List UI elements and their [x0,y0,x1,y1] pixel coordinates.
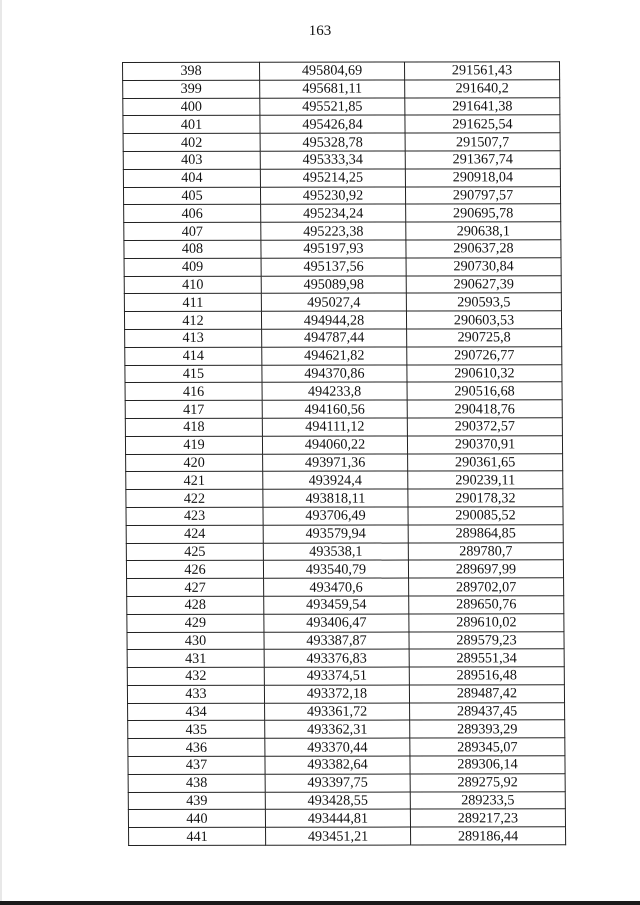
table-row [123,97,560,116]
y-coordinate-cell: 289780,7 [408,542,563,560]
point-number-cell: 409 [124,258,261,276]
x-coordinate-cell: 493387,87 [264,632,409,650]
y-coordinate-cell: 290637,28 [406,240,561,258]
x-coordinate-cell: 494233,8 [262,382,407,400]
table-row [123,62,560,81]
x-coordinate-cell: 495137,56 [261,258,406,276]
y-coordinate-cell: 290361,65 [408,453,563,471]
table-row [127,649,564,668]
x-coordinate-cell: 493971,36 [263,454,408,472]
x-coordinate-cell: 495426,84 [260,115,405,133]
x-coordinate-cell: 494160,56 [262,400,407,418]
table-row [125,346,562,365]
x-coordinate-cell: 495333,34 [260,151,405,169]
x-coordinate-cell: 495223,38 [261,222,406,240]
point-number-cell: 435 [128,721,265,739]
x-coordinate-cell: 495681,11 [260,80,405,98]
point-number-cell: 417 [125,400,262,418]
x-coordinate-cell: 493374,51 [264,667,409,685]
table-row [126,453,563,472]
table-row [127,613,564,632]
point-number-cell: 401 [123,116,260,134]
table-row [126,560,563,579]
x-coordinate-cell: 495089,98 [261,276,406,294]
table-row [128,738,565,757]
y-coordinate-cell: 290372,57 [407,418,562,436]
point-number-cell: 410 [124,276,261,294]
point-number-cell: 425 [126,543,263,561]
table-row [128,774,565,793]
table-row [127,596,564,615]
point-number-cell: 434 [128,703,265,721]
x-coordinate-cell: 495521,85 [260,98,405,116]
point-number-cell: 430 [127,632,264,650]
table-row [128,791,565,810]
table-row [124,275,561,294]
x-coordinate-cell: 493540,79 [263,560,408,578]
point-number-cell: 419 [125,436,262,454]
x-coordinate-cell: 495804,69 [259,62,404,80]
x-coordinate-cell: 493924,4 [263,471,408,489]
table-row [127,631,564,650]
point-number-cell: 400 [123,98,260,116]
x-coordinate-cell: 493372,18 [264,685,409,703]
point-number-cell: 399 [123,80,260,98]
y-coordinate-cell: 290627,39 [406,275,561,293]
point-number-cell: 408 [124,240,261,258]
y-coordinate-cell: 290603,53 [406,311,561,329]
point-number-cell: 413 [125,329,262,347]
point-number-cell: 437 [128,756,265,774]
table-row [124,311,561,330]
y-coordinate-cell: 290418,76 [407,400,562,418]
x-coordinate-cell: 495328,78 [260,133,405,151]
point-number-cell: 405 [123,187,260,205]
point-number-cell: 403 [123,151,260,169]
point-number-cell: 440 [128,810,265,828]
y-coordinate-cell: 289579,23 [409,631,564,649]
y-coordinate-cell: 291625,54 [405,115,560,133]
x-coordinate-cell: 493579,94 [263,525,408,543]
x-coordinate-cell: 494060,22 [262,436,407,454]
y-coordinate-cell: 291640,2 [405,80,560,98]
table-row [123,151,560,170]
table-row [125,329,562,348]
point-number-cell: 428 [127,596,264,614]
x-coordinate-cell: 494111,12 [262,418,407,436]
table-row [123,80,560,99]
y-coordinate-cell: 289697,99 [408,560,563,578]
table-row [126,542,563,561]
y-coordinate-cell: 289551,34 [409,649,564,667]
table-row [127,685,564,704]
table-row [123,133,560,152]
x-coordinate-cell: 494944,28 [261,311,406,329]
x-coordinate-cell: 493406,47 [264,614,409,632]
y-coordinate-cell: 289186,44 [411,827,566,845]
point-number-cell: 422 [126,489,263,507]
table-row [128,756,565,775]
table-row [124,258,561,277]
y-coordinate-cell: 289345,07 [410,738,565,756]
table-row [124,240,561,259]
x-coordinate-cell: 493706,49 [263,507,408,525]
x-coordinate-cell: 493428,55 [265,792,410,810]
x-coordinate-cell: 493382,64 [265,756,410,774]
x-coordinate-cell: 495027,4 [261,293,406,311]
x-coordinate-cell: 493362,31 [265,721,410,739]
point-number-cell: 441 [129,828,266,846]
y-coordinate-cell: 289306,14 [410,756,565,774]
x-coordinate-cell: 493538,1 [263,543,408,561]
y-coordinate-cell: 290730,84 [406,258,561,276]
y-coordinate-cell: 289275,92 [410,774,565,792]
x-coordinate-cell: 493370,44 [265,738,410,756]
point-number-cell: 426 [126,561,263,579]
y-coordinate-cell: 291367,74 [405,151,560,169]
x-coordinate-cell: 493459,54 [264,596,409,614]
table-row [123,186,560,205]
point-number-cell: 438 [128,774,265,792]
x-coordinate-cell: 495214,25 [260,169,405,187]
y-coordinate-cell: 289437,45 [410,702,565,720]
y-coordinate-cell: 290516,68 [407,382,562,400]
x-coordinate-cell: 493444,81 [265,809,410,827]
table-row [125,400,562,419]
point-number-cell: 411 [124,294,261,312]
coordinates-table-wrapper [122,61,564,846]
point-number-cell: 433 [127,685,264,703]
table-row [126,524,563,543]
point-number-cell: 424 [126,525,263,543]
y-coordinate-cell: 290726,77 [407,346,562,364]
x-coordinate-cell: 493470,6 [264,578,409,596]
y-coordinate-cell: 290239,11 [408,471,563,489]
table-row [127,667,564,686]
x-coordinate-cell: 494621,82 [262,347,407,365]
point-number-cell: 404 [123,169,260,187]
table-row [125,435,562,454]
x-coordinate-cell: 493818,11 [263,489,408,507]
y-coordinate-cell: 289610,02 [409,613,564,631]
y-coordinate-cell: 290918,04 [405,169,560,187]
point-number-cell: 420 [126,454,263,472]
point-number-cell: 436 [128,739,265,757]
page-number: 163 [308,23,332,39]
point-number-cell: 423 [126,507,263,525]
y-coordinate-cell: 290593,5 [406,293,561,311]
scan-bottom-edge [0,901,640,905]
table-row [126,489,563,508]
point-number-cell: 406 [124,205,261,223]
y-coordinate-cell: 290178,32 [408,489,563,507]
y-coordinate-cell: 290370,91 [407,435,562,453]
point-number-cell: 429 [127,614,264,632]
table-row [124,222,561,241]
table-row [126,471,563,490]
table-row [127,578,564,597]
x-coordinate-cell: 495197,93 [261,240,406,258]
y-coordinate-cell: 291561,43 [404,62,559,80]
table-row [128,720,565,739]
y-coordinate-cell: 290638,1 [406,222,561,240]
y-coordinate-cell: 290610,32 [407,364,562,382]
x-coordinate-cell: 494787,44 [262,329,407,347]
x-coordinate-cell: 495230,92 [260,187,405,205]
y-coordinate-cell: 291507,7 [405,133,560,151]
table-row [125,382,562,401]
point-number-cell: 414 [125,347,262,365]
point-number-cell: 412 [124,311,261,329]
table-row [128,809,565,828]
y-coordinate-cell: 289516,48 [409,667,564,685]
point-number-cell: 421 [126,472,263,490]
table-row [125,364,562,383]
coordinates-table [122,61,566,846]
point-number-cell: 398 [123,62,260,80]
x-coordinate-cell: 495234,24 [261,204,406,222]
x-coordinate-cell: 494370,86 [262,365,407,383]
point-number-cell: 415 [125,365,262,383]
table-row [129,827,566,846]
y-coordinate-cell: 290695,78 [406,204,561,222]
point-number-cell: 416 [125,383,262,401]
y-coordinate-cell: 290725,8 [407,329,562,347]
point-number-cell: 427 [127,578,264,596]
table-row [125,418,562,437]
y-coordinate-cell: 289864,85 [408,524,563,542]
point-number-cell: 407 [124,222,261,240]
table-row [123,169,560,188]
table-row [124,293,561,312]
point-number-cell: 418 [125,418,262,436]
y-coordinate-cell: 290797,57 [405,186,560,204]
x-coordinate-cell: 493376,83 [264,649,409,667]
point-number-cell: 432 [127,667,264,685]
x-coordinate-cell: 493451,21 [266,827,411,845]
y-coordinate-cell: 291641,38 [405,97,560,115]
table-row [124,204,561,223]
point-number-cell: 431 [127,650,264,668]
x-coordinate-cell: 493361,72 [265,703,410,721]
y-coordinate-cell: 289487,42 [409,685,564,703]
point-number-cell: 439 [128,792,265,810]
x-coordinate-cell: 493397,75 [265,774,410,792]
y-coordinate-cell: 289217,23 [410,809,565,827]
y-coordinate-cell: 289650,76 [409,596,564,614]
coordinates-table-body [123,62,566,846]
table-row [126,507,563,526]
y-coordinate-cell: 290085,52 [408,507,563,525]
y-coordinate-cell: 289702,07 [409,578,564,596]
point-number-cell: 402 [123,133,260,151]
y-coordinate-cell: 289233,5 [410,791,565,809]
scan-left-edge [0,0,2,905]
table-row [123,115,560,134]
table-row [128,702,565,721]
y-coordinate-cell: 289393,29 [410,720,565,738]
